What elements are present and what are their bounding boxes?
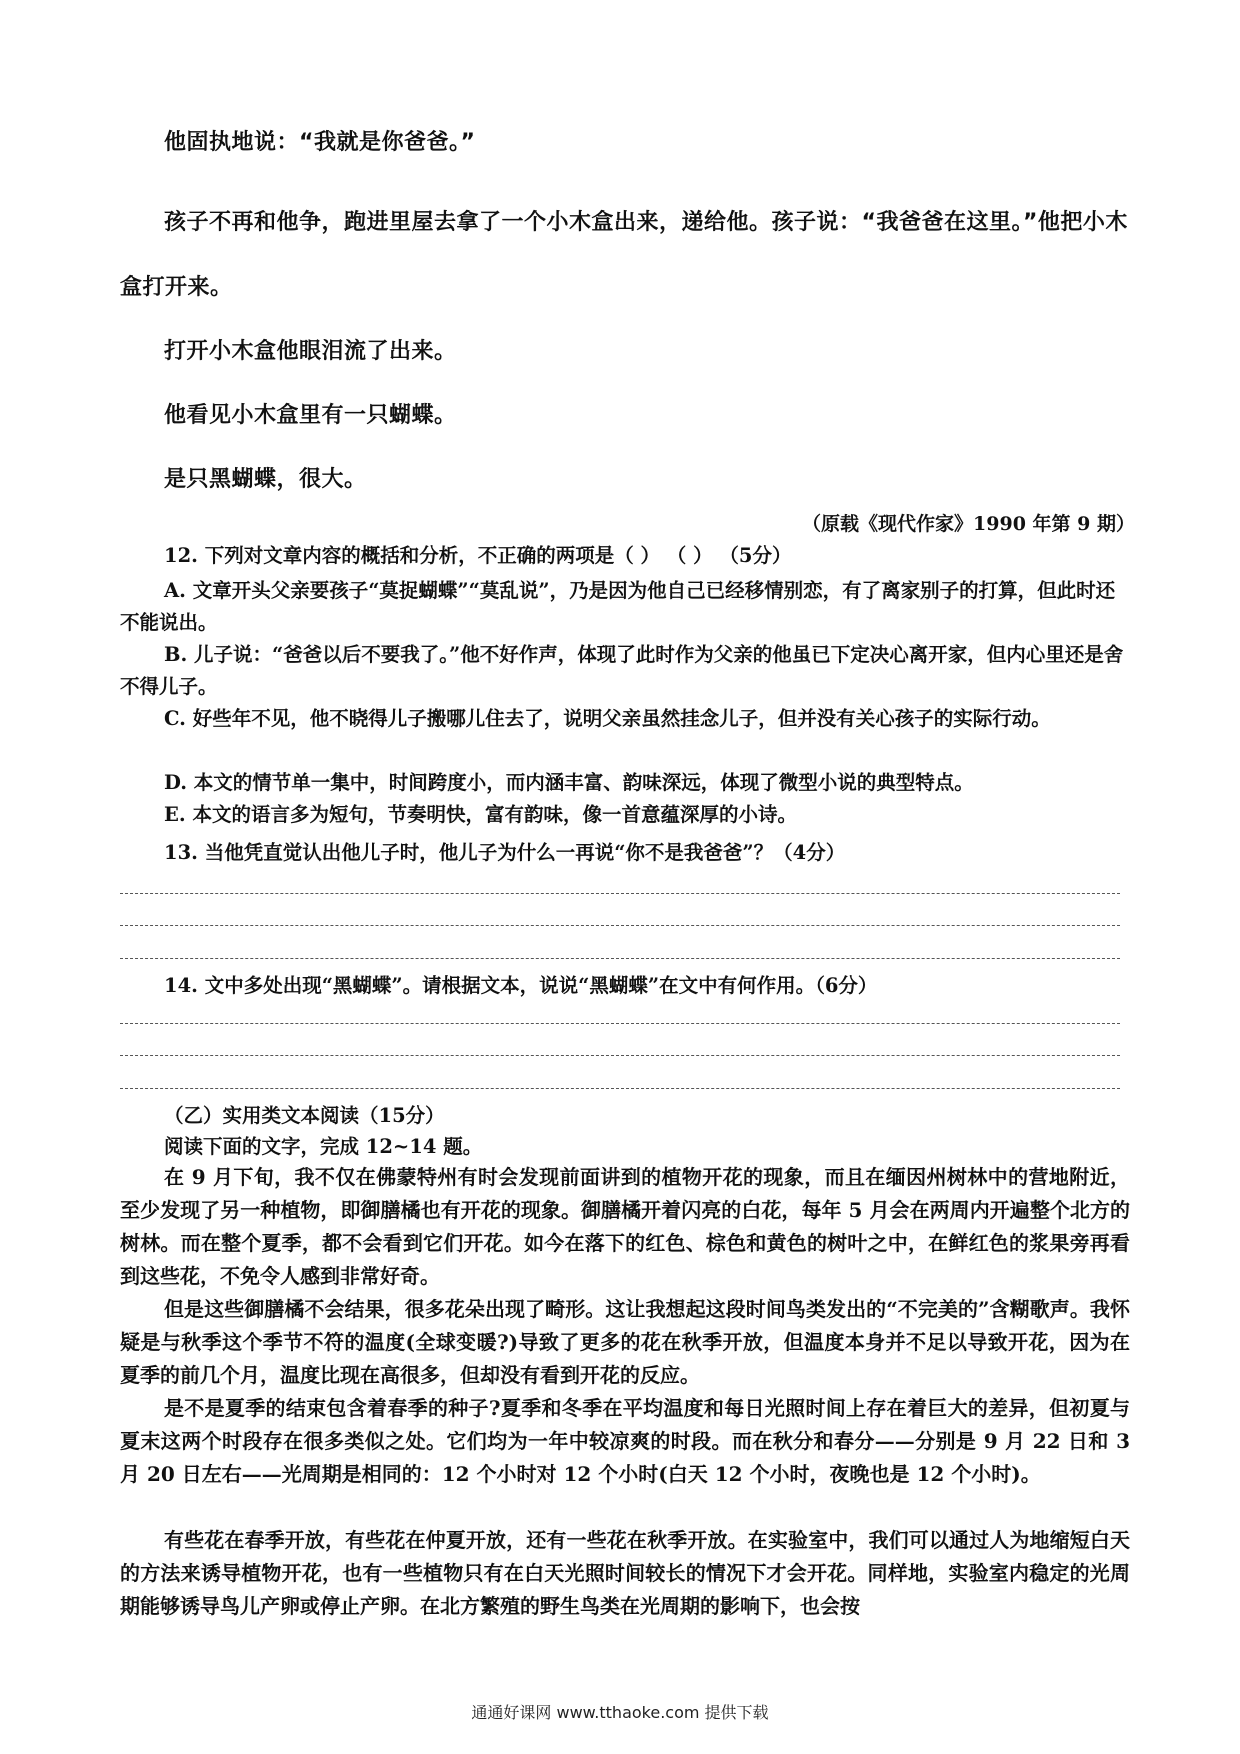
story-line: 盒打开来。 [120, 275, 233, 300]
answer-line[interactable] [120, 1088, 1120, 1089]
option-a: A. 文章开头父亲要孩子“莫捉蝴蝶”“莫乱说”，乃是因为他自己已经移情别恋，有了离家别子的打算，但此时还不能说出。 [120, 579, 1116, 634]
answer-line[interactable] [120, 1055, 1120, 1056]
option-c: C. 好些年不见，他不晓得儿子搬哪儿住去了，说明父亲虽然挂念儿子，但并没有关心孩子的实际行动。 [164, 707, 1051, 730]
page-footer: 通通好课网 www.tthaoke.com 提供下载 [471, 1703, 769, 1722]
option-d: D. 本文的情节单一集中，时间跨度小，而内涵丰富、韵味深远，体现了微型小说的典型特点。 [164, 771, 974, 794]
answer-line[interactable] [120, 893, 1120, 894]
option-e: E. 本文的语言多为短句，节奏明快，富有韵味，像一首意蕴深厚的小诗。 [164, 803, 797, 826]
story-line: 孩子不再和他争，跑进里屋去拿了一个小木盒出来，递给他。孩子说：“我爸爸在这里。”他把小木 [164, 210, 1128, 235]
section-heading: （乙）实用类文本阅读（15分） [164, 1104, 445, 1127]
question-14-title: 14. 文中多处出现“黑蝴蝶”。请根据文本，说说“黑蝴蝶”在文中有何作用。（6分） [164, 974, 878, 997]
story-line: 打开小木盒他眼泪流了出来。 [164, 339, 457, 364]
option-b: B. 儿子说：“爸爸以后不要我了。”他不好作声，体现了此时作为父亲的他虽已下定决心离开家，但内心里还是舍不得儿子。 [120, 643, 1124, 698]
reading-paragraph: 在 9 月下旬，我不仅在佛蒙特州有时会发现前面讲到的植物开花的现象，而且在缅因州树林中的营地附近，至少发现了另一种植物，即御膳橘也有开花的现象。御膳橘开着闪亮的白花，每年 5 月会在两周内开遍整个北方的树林。而在整个夏季，都不会看到它们开花。如今在落下的红色、棕色和黄色的树叶之中，在鲜红色的浆果旁再看到这些花，不免令人感到非常好奇。 [120, 1165, 1130, 1288]
source-citation: （原载《现代作家》1990 年第 9 期） [802, 513, 1135, 535]
story-line: 他看见小木盒里有一只蝴蝶。 [164, 403, 457, 428]
story-line: 是只黑蝴蝶，很大。 [164, 467, 367, 492]
reading-paragraph: 是不是夏季的结束包含着春季的种子?夏季和冬季在平均温度和每日光照时间上存在着巨大的差异，但初夏与夏末这两个时段存在很多类似之处。它们均为一年中较凉爽的时段。而在秋分和春分——分别是 9 月 22 日和 3 月 20 日左右——光周期是相同的：12 个小时对 12 个小时(白天 12 个小时，夜晚也是 12 个小时)。 [120, 1396, 1130, 1486]
reading-paragraph: 但是这些御膳橘不会结果，很多花朵出现了畸形。这让我想起这段时间鸟类发出的“不完美的”含糊歌声。我怀疑是与秋季这个季节不符的温度(全球变暖?)导致了更多的花在秋季开放，但温度本身并不足以导致开花，因为在夏季的前几个月，温度比现在高很多，但却没有看到开花的反应。 [120, 1297, 1130, 1387]
answer-line[interactable] [120, 925, 1120, 926]
answer-line[interactable] [120, 1023, 1120, 1024]
section-instruction: 阅读下面的文字，完成 12~14 题。 [164, 1135, 483, 1158]
reading-paragraph: 有些花在春季开放，有些花在仲夏开放，还有一些花在秋季开放。在实验室中，我们可以通过人为地缩短白天的方法来诱导植物开花，也有一些植物只有在白天光照时间较长的情况下才会开花。同样地，实验室内稳定的光周期能够诱导鸟儿产卵或停止产卵。在北方繁殖的野生鸟类在光周期的影响下，也会按 [120, 1528, 1130, 1618]
answer-line[interactable] [120, 958, 1120, 959]
question-13-title: 13. 当他凭直觉认出他儿子时，他儿子为什么一再说“你不是我爸爸”？（4分） [164, 841, 846, 864]
story-line: 他固执地说：“我就是你爸爸。” [164, 130, 476, 155]
question-12-title: 12. 下列对文章内容的概括和分析，不正确的两项是（ ） （ ） （5分） [164, 544, 792, 567]
